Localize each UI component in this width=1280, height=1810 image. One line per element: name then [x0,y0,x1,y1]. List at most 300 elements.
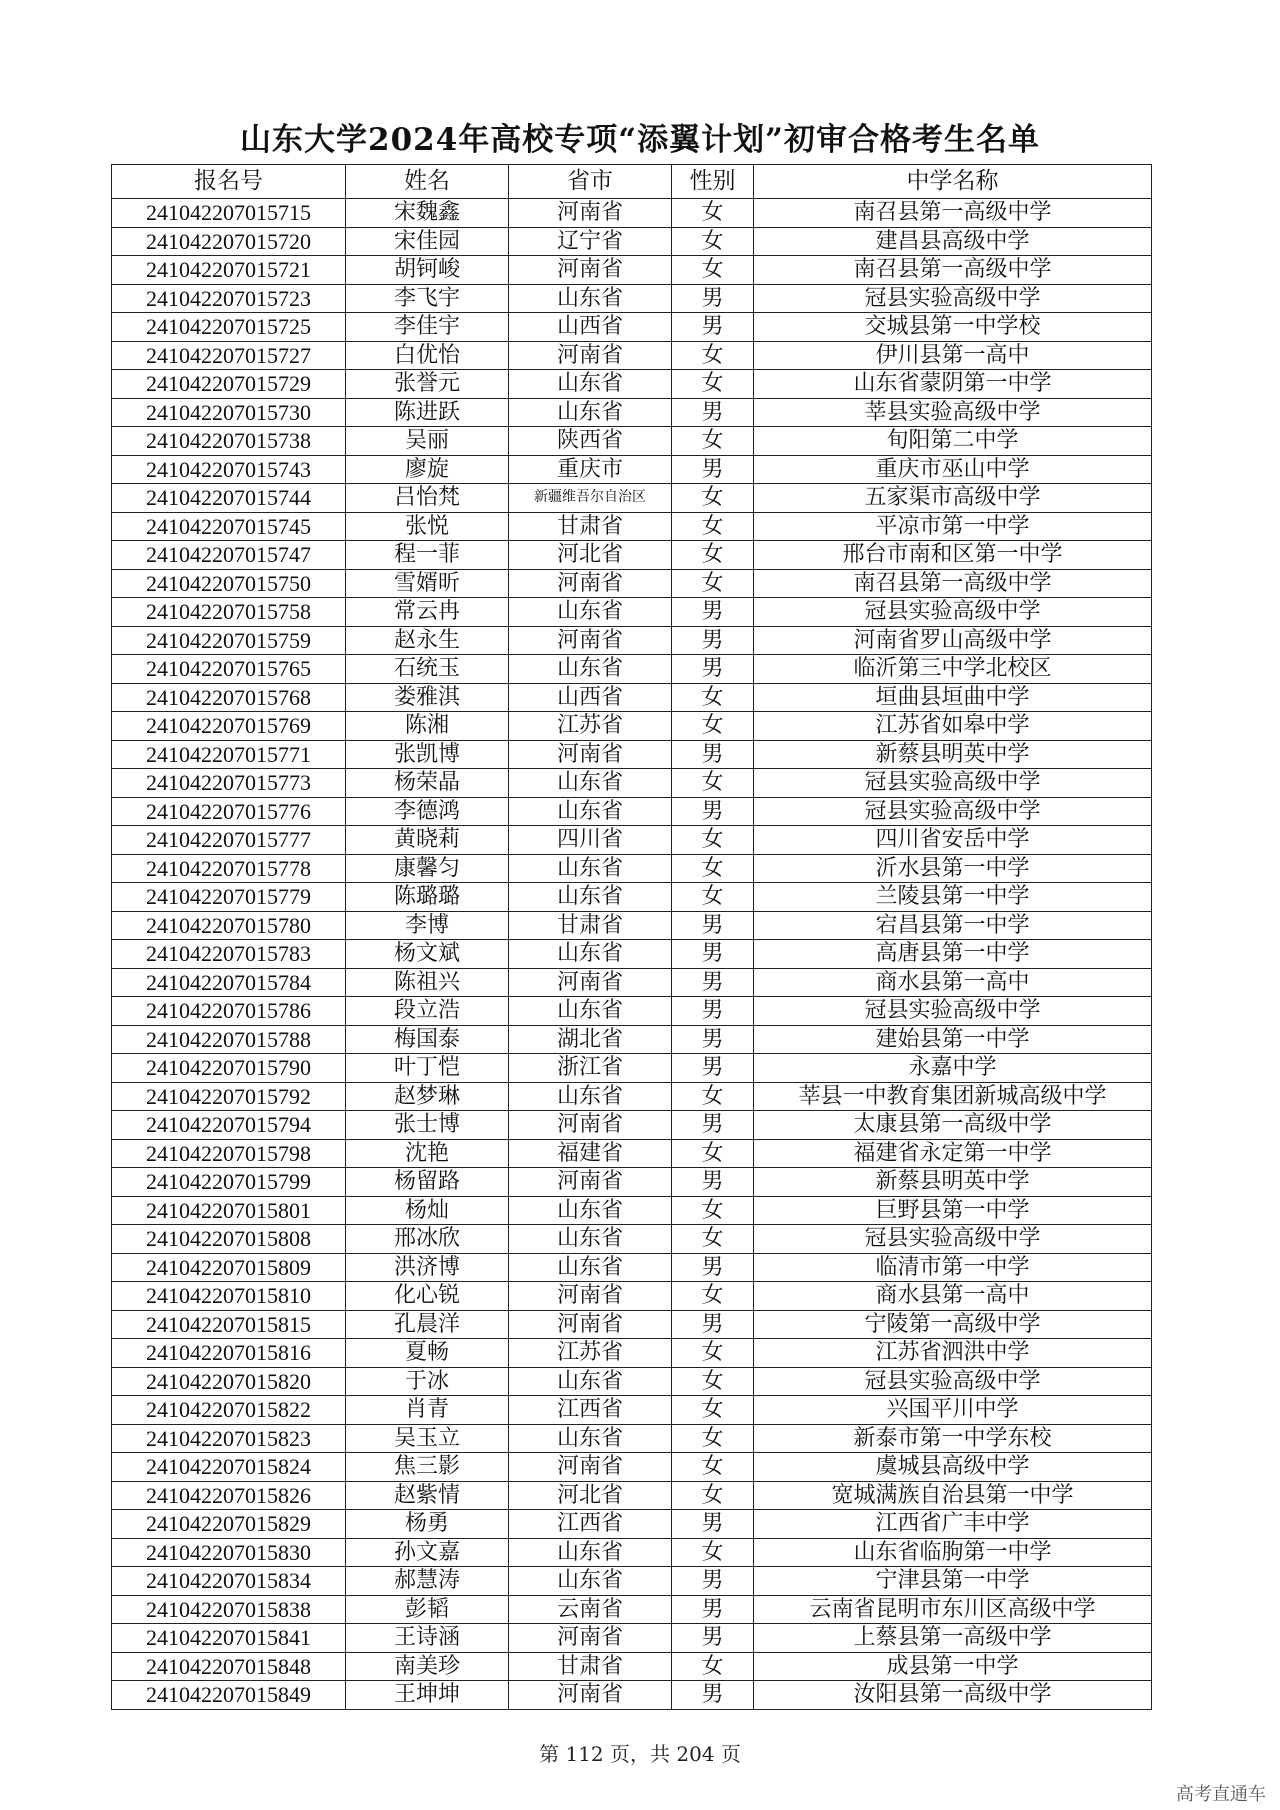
province-cell: 山东省 [509,655,672,684]
registration-number-cell: 241042207015823 [112,1424,346,1453]
gender-cell: 女 [672,227,754,256]
province-cell: 浙江省 [509,1054,672,1083]
candidate-table [111,164,1152,1710]
name-cell: 于冰 [346,1367,509,1396]
registration-number-cell: 241042207015780 [112,911,346,940]
column-header-province: 省市 [509,165,672,199]
gender-cell: 男 [672,1168,754,1197]
school-cell: 冠县实验高级中学 [754,1367,1152,1396]
table-row [112,541,1152,570]
table-row [112,227,1152,256]
name-cell: 梅国泰 [346,1025,509,1054]
table-row [112,1481,1152,1510]
name-cell: 夏畅 [346,1339,509,1368]
school-cell: 冠县实验高级中学 [754,598,1152,627]
gender-cell: 女 [672,883,754,912]
gender-cell: 女 [672,769,754,798]
gender-cell: 男 [672,1624,754,1653]
school-cell: 莘县一中教育集团新城高级中学 [754,1082,1152,1111]
province-cell: 山东省 [509,797,672,826]
registration-number-cell: 241042207015838 [112,1595,346,1624]
table-row [112,1139,1152,1168]
table-row [112,712,1152,741]
province-cell: 河南省 [509,569,672,598]
province-cell: 河南省 [509,1111,672,1140]
province-cell: 新疆维吾尔自治区 [509,484,672,513]
name-cell: 白优怡 [346,341,509,370]
registration-number-cell: 241042207015777 [112,826,346,855]
school-cell: 建始县第一中学 [754,1025,1152,1054]
table-row [112,427,1152,456]
table-row [112,826,1152,855]
column-header-school: 中学名称 [754,165,1152,199]
name-cell: 雪婿昕 [346,569,509,598]
school-cell: 兰陵县第一中学 [754,883,1152,912]
name-cell: 杨勇 [346,1510,509,1539]
school-cell: 冠县实验高级中学 [754,797,1152,826]
gender-cell: 女 [672,1481,754,1510]
name-cell: 吴丽 [346,427,509,456]
name-cell: 孙文嘉 [346,1538,509,1567]
table-row [112,683,1152,712]
gender-cell: 男 [672,1253,754,1282]
registration-number-cell: 241042207015808 [112,1225,346,1254]
table-row [112,1168,1152,1197]
province-cell: 山东省 [509,370,672,399]
name-cell: 黄晓莉 [346,826,509,855]
gender-cell: 女 [672,427,754,456]
province-cell: 山东省 [509,1367,672,1396]
province-cell: 山东省 [509,398,672,427]
table-row [112,484,1152,513]
school-cell: 江苏省如皋中学 [754,712,1152,741]
table-row [112,1367,1152,1396]
school-cell: 四川省安岳中学 [754,826,1152,855]
province-cell: 江西省 [509,1396,672,1425]
name-cell: 南美珍 [346,1652,509,1681]
name-cell: 赵梦琳 [346,1082,509,1111]
province-cell: 河南省 [509,1310,672,1339]
name-cell: 石统玉 [346,655,509,684]
province-cell: 江西省 [509,1510,672,1539]
province-cell: 河南省 [509,1168,672,1197]
registration-number-cell: 241042207015725 [112,313,346,342]
gender-cell: 男 [672,1111,754,1140]
school-cell: 汝阳县第一高级中学 [754,1681,1152,1710]
table-row [112,1396,1152,1425]
gender-cell: 男 [672,911,754,940]
gender-cell: 男 [672,1510,754,1539]
province-cell: 河南省 [509,1681,672,1710]
name-cell: 陈祖兴 [346,968,509,997]
gender-cell: 男 [672,1681,754,1710]
gender-cell: 女 [672,370,754,399]
table-row [112,940,1152,969]
table-row [112,1681,1152,1710]
registration-number-cell: 241042207015743 [112,455,346,484]
name-cell: 宋佳园 [346,227,509,256]
registration-number-cell: 241042207015747 [112,541,346,570]
table-row [112,1538,1152,1567]
school-cell: 新蔡县明英中学 [754,740,1152,769]
table-row [112,455,1152,484]
school-cell: 南召县第一高级中学 [754,256,1152,285]
province-cell: 江苏省 [509,1339,672,1368]
province-cell: 甘肃省 [509,1652,672,1681]
school-cell: 云南省昆明市东川区高级中学 [754,1595,1152,1624]
gender-cell: 男 [672,797,754,826]
registration-number-cell: 241042207015727 [112,341,346,370]
gender-cell: 男 [672,997,754,1026]
province-cell: 山西省 [509,683,672,712]
province-cell: 河南省 [509,968,672,997]
registration-number-cell: 241042207015826 [112,1481,346,1510]
province-cell: 山东省 [509,1424,672,1453]
table-row [112,1054,1152,1083]
name-cell: 张悦 [346,512,509,541]
province-cell: 山东省 [509,940,672,969]
gender-cell: 女 [672,341,754,370]
name-cell: 王诗涵 [346,1624,509,1653]
registration-number-cell: 241042207015745 [112,512,346,541]
name-cell: 李飞宇 [346,284,509,313]
school-cell: 上蔡县第一高级中学 [754,1624,1152,1653]
table-row [112,398,1152,427]
registration-number-cell: 241042207015779 [112,883,346,912]
province-cell: 河南省 [509,256,672,285]
school-cell: 虞城县高级中学 [754,1453,1152,1482]
registration-number-cell: 241042207015738 [112,427,346,456]
school-cell: 巨野县第一中学 [754,1196,1152,1225]
name-cell: 邢冰欣 [346,1225,509,1254]
registration-number-cell: 241042207015768 [112,683,346,712]
registration-number-cell: 241042207015773 [112,769,346,798]
gender-cell: 女 [672,1225,754,1254]
school-cell: 太康县第一高级中学 [754,1111,1152,1140]
table-row [112,1282,1152,1311]
province-cell: 山东省 [509,769,672,798]
province-cell: 山东省 [509,1225,672,1254]
school-cell: 福建省永定第一中学 [754,1139,1152,1168]
registration-number-cell: 241042207015790 [112,1054,346,1083]
gender-cell: 女 [672,826,754,855]
registration-number-cell: 241042207015729 [112,370,346,399]
registration-number-cell: 241042207015815 [112,1310,346,1339]
name-cell: 陈湘 [346,712,509,741]
table-row [112,370,1152,399]
province-cell: 陕西省 [509,427,672,456]
table-body [112,199,1152,1710]
school-cell: 高唐县第一中学 [754,940,1152,969]
school-cell: 平凉市第一中学 [754,512,1152,541]
registration-number-cell: 241042207015723 [112,284,346,313]
registration-number-cell: 241042207015792 [112,1082,346,1111]
name-cell: 化心锐 [346,1282,509,1311]
registration-number-cell: 241042207015769 [112,712,346,741]
table-row [112,284,1152,313]
table-row [112,256,1152,285]
table-row [112,1652,1152,1681]
province-cell: 云南省 [509,1595,672,1624]
gender-cell: 女 [672,1339,754,1368]
column-header-name: 姓名 [346,165,509,199]
gender-cell: 男 [672,1025,754,1054]
registration-number-cell: 241042207015720 [112,227,346,256]
gender-cell: 女 [672,854,754,883]
gender-cell: 女 [672,1082,754,1111]
table-row [112,1567,1152,1596]
gender-cell: 男 [672,655,754,684]
school-cell: 宕昌县第一中学 [754,911,1152,940]
registration-number-cell: 241042207015788 [112,1025,346,1054]
school-cell: 旬阳第二中学 [754,427,1152,456]
name-cell: 娄雅淇 [346,683,509,712]
name-cell: 李佳宇 [346,313,509,342]
name-cell: 洪济博 [346,1253,509,1282]
table-row [112,797,1152,826]
registration-number-cell: 241042207015759 [112,626,346,655]
table-row [112,199,1152,228]
province-cell: 河北省 [509,1481,672,1510]
province-cell: 甘肃省 [509,512,672,541]
name-cell: 程一菲 [346,541,509,570]
registration-number-cell: 241042207015820 [112,1367,346,1396]
name-cell: 杨留路 [346,1168,509,1197]
school-cell: 临沂第三中学北校区 [754,655,1152,684]
table-row [112,1253,1152,1282]
school-cell: 江苏省泗洪中学 [754,1339,1152,1368]
province-cell: 山东省 [509,284,672,313]
table-row [112,626,1152,655]
province-cell: 河北省 [509,541,672,570]
school-cell: 宁津县第一中学 [754,1567,1152,1596]
name-cell: 李德鸿 [346,797,509,826]
province-cell: 辽宁省 [509,227,672,256]
province-cell: 山东省 [509,1538,672,1567]
school-cell: 建昌县高级中学 [754,227,1152,256]
name-cell: 王坤坤 [346,1681,509,1710]
gender-cell: 男 [672,1595,754,1624]
school-cell: 冠县实验高级中学 [754,1225,1152,1254]
table-row [112,1111,1152,1140]
name-cell: 宋魏鑫 [346,199,509,228]
province-cell: 河南省 [509,199,672,228]
school-cell: 重庆市巫山中学 [754,455,1152,484]
name-cell: 杨灿 [346,1196,509,1225]
province-cell: 山东省 [509,1196,672,1225]
registration-number-cell: 241042207015778 [112,854,346,883]
table-row [112,769,1152,798]
name-cell: 焦三影 [346,1453,509,1482]
table-header-row [112,165,1152,199]
gender-cell: 男 [672,1567,754,1596]
province-cell: 河南省 [509,626,672,655]
column-header-gender: 性别 [672,165,754,199]
gender-cell: 女 [672,1139,754,1168]
gender-cell: 男 [672,455,754,484]
province-cell: 山东省 [509,997,672,1026]
province-cell: 山东省 [509,1082,672,1111]
table-row [112,313,1152,342]
school-cell: 南召县第一高级中学 [754,569,1152,598]
name-cell: 康馨匀 [346,854,509,883]
school-cell: 新蔡县明英中学 [754,1168,1152,1197]
table-row [112,569,1152,598]
table-row [112,740,1152,769]
gender-cell: 女 [672,1538,754,1567]
registration-number-cell: 241042207015771 [112,740,346,769]
registration-number-cell: 241042207015801 [112,1196,346,1225]
gender-cell: 女 [672,1367,754,1396]
registration-number-cell: 241042207015786 [112,997,346,1026]
registration-number-cell: 241042207015730 [112,398,346,427]
table-row [112,598,1152,627]
page-title: 山东大学2024年高校专项“添翼计划”初审合格考生名单 [240,122,1040,158]
gender-cell: 女 [672,1196,754,1225]
gender-cell: 女 [672,484,754,513]
table-row [112,1624,1152,1653]
name-cell: 陈璐璐 [346,883,509,912]
table-row [112,854,1152,883]
school-cell: 冠县实验高级中学 [754,284,1152,313]
registration-number-cell: 241042207015822 [112,1396,346,1425]
province-cell: 河南省 [509,341,672,370]
gender-cell: 男 [672,398,754,427]
registration-number-cell: 241042207015784 [112,968,346,997]
name-cell: 郝慧涛 [346,1567,509,1596]
gender-cell: 男 [672,1310,754,1339]
gender-cell: 女 [672,256,754,285]
gender-cell: 男 [672,740,754,769]
registration-number-cell: 241042207015750 [112,569,346,598]
name-cell: 赵永生 [346,626,509,655]
gender-cell: 男 [672,626,754,655]
table-row [112,655,1152,684]
gender-cell: 女 [672,541,754,570]
gender-cell: 男 [672,940,754,969]
registration-number-cell: 241042207015715 [112,199,346,228]
registration-number-cell: 241042207015830 [112,1538,346,1567]
province-cell: 河南省 [509,1282,672,1311]
table-row [112,911,1152,940]
gender-cell: 女 [672,569,754,598]
name-cell: 孔晨洋 [346,1310,509,1339]
gender-cell: 男 [672,598,754,627]
school-cell: 河南省罗山高级中学 [754,626,1152,655]
province-cell: 四川省 [509,826,672,855]
table-row [112,341,1152,370]
registration-number-cell: 241042207015848 [112,1652,346,1681]
registration-number-cell: 241042207015816 [112,1339,346,1368]
school-cell: 邢台市南和区第一中学 [754,541,1152,570]
table-row [112,883,1152,912]
school-cell: 冠县实验高级中学 [754,769,1152,798]
registration-number-cell: 241042207015824 [112,1453,346,1482]
gender-cell: 女 [672,1282,754,1311]
province-cell: 山东省 [509,1567,672,1596]
gender-cell: 女 [672,199,754,228]
table-row [112,1339,1152,1368]
name-cell: 廖旋 [346,455,509,484]
table-row [112,968,1152,997]
registration-number-cell: 241042207015744 [112,484,346,513]
registration-number-cell: 241042207015849 [112,1681,346,1710]
gender-cell: 女 [672,712,754,741]
registration-number-cell: 241042207015809 [112,1253,346,1282]
gender-cell: 女 [672,1396,754,1425]
registration-number-cell: 241042207015810 [112,1282,346,1311]
school-cell: 江西省广丰中学 [754,1510,1152,1539]
registration-number-cell: 241042207015776 [112,797,346,826]
registration-number-cell: 241042207015765 [112,655,346,684]
registration-number-cell: 241042207015794 [112,1111,346,1140]
school-cell: 山东省临朐第一中学 [754,1538,1152,1567]
registration-number-cell: 241042207015834 [112,1567,346,1596]
registration-number-cell: 241042207015758 [112,598,346,627]
gender-cell: 男 [672,284,754,313]
name-cell: 肖青 [346,1396,509,1425]
registration-number-cell: 241042207015799 [112,1168,346,1197]
school-cell: 南召县第一高级中学 [754,199,1152,228]
province-cell: 福建省 [509,1139,672,1168]
school-cell: 交城县第一中学校 [754,313,1152,342]
name-cell: 杨文斌 [346,940,509,969]
school-cell: 伊川县第一高中 [754,341,1152,370]
page-number: 第 112 页，共 204 页 [539,1742,741,1766]
gender-cell: 女 [672,1453,754,1482]
province-cell: 河南省 [509,740,672,769]
name-cell: 吕怡梵 [346,484,509,513]
school-cell: 商水县第一高中 [754,1282,1152,1311]
province-cell: 山东省 [509,1253,672,1282]
table-row [112,1310,1152,1339]
name-cell: 彭韬 [346,1595,509,1624]
province-cell: 河南省 [509,1453,672,1482]
column-header-registration-number: 报名号 [112,165,346,199]
table-row [112,512,1152,541]
name-cell: 杨荣晶 [346,769,509,798]
province-cell: 江苏省 [509,712,672,741]
gender-cell: 女 [672,1424,754,1453]
table-row [112,1225,1152,1254]
province-cell: 山东省 [509,854,672,883]
province-cell: 河南省 [509,1624,672,1653]
name-cell: 沈艳 [346,1139,509,1168]
province-cell: 甘肃省 [509,911,672,940]
school-cell: 莘县实验高级中学 [754,398,1152,427]
registration-number-cell: 241042207015783 [112,940,346,969]
province-cell: 山西省 [509,313,672,342]
name-cell: 胡钶峻 [346,256,509,285]
gender-cell: 女 [672,1652,754,1681]
school-cell: 成县第一中学 [754,1652,1152,1681]
gender-cell: 女 [672,683,754,712]
province-cell: 山东省 [509,598,672,627]
school-cell: 沂水县第一中学 [754,854,1152,883]
watermark-logo-text: 高考直通车 [1176,1784,1266,1805]
table-row [112,1595,1152,1624]
province-cell: 山东省 [509,883,672,912]
name-cell: 李博 [346,911,509,940]
gender-cell: 男 [672,1054,754,1083]
registration-number-cell: 241042207015841 [112,1624,346,1653]
school-cell: 山东省蒙阴第一中学 [754,370,1152,399]
registration-number-cell: 241042207015798 [112,1139,346,1168]
gender-cell: 男 [672,313,754,342]
table-row [112,1025,1152,1054]
school-cell: 五家渠市高级中学 [754,484,1152,513]
school-cell: 商水县第一高中 [754,968,1152,997]
